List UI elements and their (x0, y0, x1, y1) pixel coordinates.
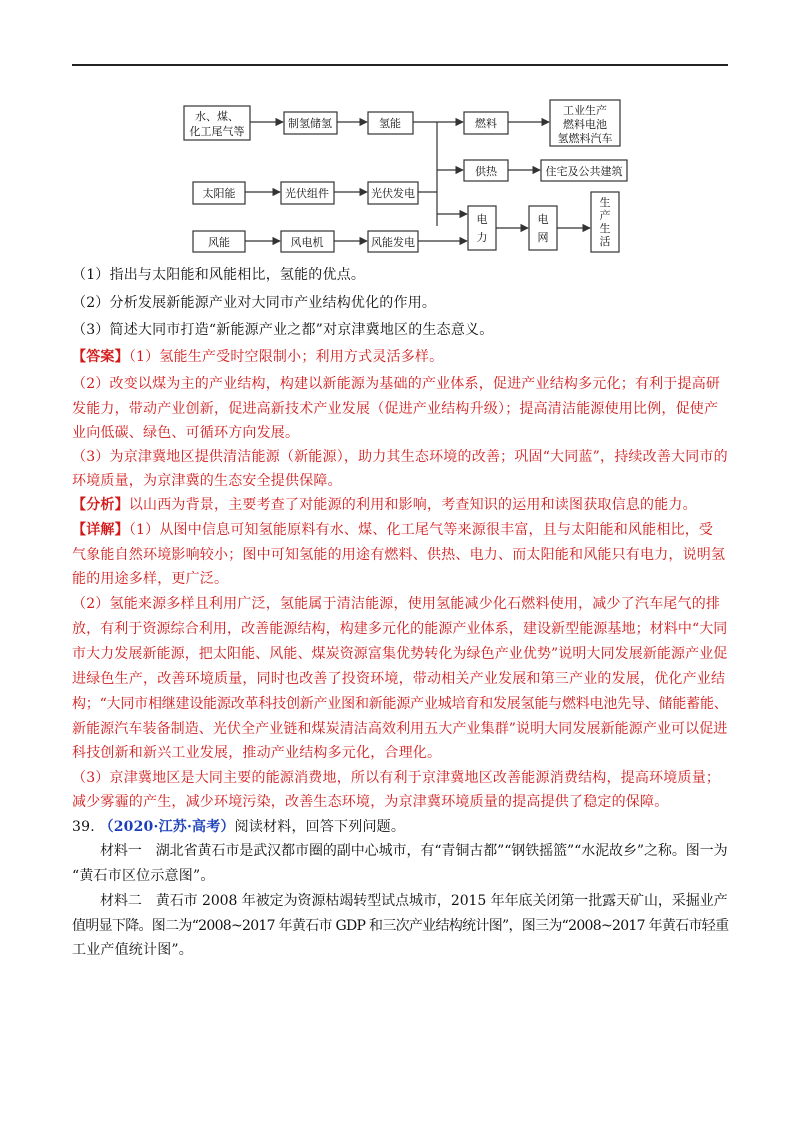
detail-line-5: 放，有利于资源综合利用，改善能源结构，构建多元化的能源产业体系，建设新型能源基地；材料中“大同 (72, 621, 728, 637)
answer-line-1: 【答案】（1）氢能生产受时空限制小；利用方式灵活多样。 (72, 349, 444, 365)
question-1: （1）指出与太阳能和风能相比，氢能的优点。 (72, 267, 366, 283)
material-2-line-3: 工业产值统计图”。 (72, 942, 193, 958)
material-1-line-2: “黄石市区位示意图”。 (72, 868, 215, 884)
svg-text:氢能: 氢能 (379, 117, 401, 130)
question-3: （3）简述大同市打造“新能源产业之都”对京津冀地区的生态意义。 (72, 322, 494, 338)
box-electricity (468, 206, 496, 250)
svg-text:风电机: 风电机 (290, 236, 324, 249)
detail-line-3: 能的用途多样，更广泛。 (72, 571, 229, 587)
material-2-line-2: 值明显下降。图二为“2008~2017 年黄石市 GDP 和三次产业结构统计图”，图三为“2008~2017 年黄石市轻重 (72, 918, 729, 934)
detail-line-10: 科技创新和新兴工业发展，推动产业结构多元化，合理化。 (72, 745, 442, 761)
svg-text:工业生产: 工业生产 (563, 104, 607, 117)
question-2: （2）分析发展新能源产业对大同市产业结构优化的作用。 (72, 295, 437, 311)
box-wind (193, 231, 245, 252)
box-pv-power (368, 182, 418, 204)
detail-line-11: （3）京津冀地区是大同主要的能源消费地，所以有利于京津冀地区改善能源消费结构，提高环境质量； (72, 770, 721, 786)
svg-text:产: 产 (599, 209, 611, 222)
box-housing (541, 160, 627, 181)
svg-text:水、煤、: 水、煤、 (195, 110, 239, 123)
detail-tag: 【详解】 (72, 522, 129, 538)
answer-line-5: （3）为京津冀地区提供清洁能源（新能源），助力其生态环境的改善；巩固“大同蓝”，持续改善大同市的 (72, 449, 728, 465)
svg-text:住宅及公共建筑: 住宅及公共建筑 (545, 165, 623, 178)
box-turbine (281, 231, 334, 252)
svg-text:制氢储氢: 制氢储氢 (288, 117, 332, 130)
box-wind-power (368, 231, 418, 252)
svg-text:风能: 风能 (208, 236, 230, 249)
box-solar (193, 182, 245, 204)
box-fuel (464, 112, 508, 134)
svg-text:供热: 供热 (475, 165, 497, 178)
svg-text:电: 电 (537, 213, 549, 226)
box-hydrogen-production (284, 112, 337, 134)
question-39-heading: 39. （2020·江苏·高考）阅读材料，回答下列问题。 (72, 819, 406, 835)
material-2-line-1: 材料二 黄石市 2008 年被定为资源枯竭转型试点城市，2015 年年底关闭第一批露天矿山，采掘业产 (100, 893, 728, 909)
svg-text:力: 力 (476, 231, 488, 244)
material-1-line-1: 材料一 湖北省黄石市是武汉都市圈的副中心城市，有“青铜古都”“钢铁摇篮”“水泥故乡”之称。图一为 (100, 843, 728, 859)
detail-line-9: 新能源汽车装备制造、光伏全产业链和煤炭清洁高效利用五大产业集群”说明大同发展新能源产业可以促进 (72, 721, 728, 737)
svg-text:风能发电: 风能发电 (371, 236, 415, 249)
box-hydrogen (368, 112, 413, 134)
box-grid (529, 206, 557, 250)
svg-text:燃料电池: 燃料电池 (563, 118, 607, 131)
detail-line-6: 市大力发展新能源，把太阳能、风能、煤炭资源富集优势转化为绿色产业优势”说明大同发展新能源产业促 (72, 646, 728, 662)
detail-line-12: 减少雾霾的产生，减少环境污染，改善生态环境，为京津冀环境质量的提高提供了稳定的保障。 (72, 794, 669, 810)
answer-line-6: 环境质量，为京津冀的生态安全提供保障。 (72, 473, 342, 489)
detail-line-4: （2）氢能来源多样且利用广泛，氢能属于清洁能源，使用氢能减少化石燃料使用，减少了汽车尾气的排 (72, 596, 721, 612)
question-number: 39. (72, 819, 95, 835)
detail-line-8: 构；“大同市相继建设能源改革科技创新产业图和新能源产业城培育和发展氢能与燃料电池先导、储能蓄能、 (72, 696, 728, 712)
box-production-life (591, 192, 619, 252)
svg-text:活: 活 (599, 235, 611, 248)
question-source: （2020·江苏·高考） (99, 819, 235, 835)
energy-flow-diagram (0, 0, 800, 280)
svg-text:氢燃料汽车: 氢燃料汽车 (557, 132, 613, 145)
svg-text:电: 电 (476, 213, 488, 226)
answer-line-2: （2）改变以煤为主的产业结构，构建以新能源为基础的产业体系，促进产业结构多元化；有利于提高研 (72, 376, 721, 392)
svg-text:生: 生 (599, 196, 611, 209)
box-industry-uses (550, 100, 620, 146)
svg-text:燃料: 燃料 (475, 117, 497, 130)
box-raw-sources (184, 106, 250, 140)
detail-line-1: 【详解】（1）从图中信息可知氢能原料有水、煤、化工尾气等来源很丰富，且与太阳能和风能相比，受 (72, 522, 714, 538)
svg-text:光伏组件: 光伏组件 (285, 187, 329, 200)
answer-line-3: 发能力，带动产业创新，促进高新技术产业发展（促进产业结构升级）；提高清洁能源使用比例，促使产 (72, 401, 719, 417)
analysis-line: 【分析】以山西为背景，主要考查了对能源的利用和影响，考查知识的运用和读图获取信息的能力。 (72, 497, 697, 513)
svg-text:光伏发电: 光伏发电 (371, 187, 415, 200)
svg-text:太阳能: 太阳能 (202, 187, 236, 200)
answer-tag: 【答案】 (72, 349, 129, 365)
box-heating (464, 160, 508, 181)
svg-text:网: 网 (537, 231, 549, 244)
analysis-tag: 【分析】 (72, 497, 129, 513)
detail-line-7: 进绿色生产，改善环境质量，同时也改善了投资环境，带动相关产业发展和第三产业的发展，优化产业结 (72, 671, 726, 687)
detail-line-2: 气象能自然环境影响较小；图中可知氢能的用途有燃料、供热、电力、而太阳能和风能只有电力，说明氢 (72, 547, 726, 563)
svg-text:生: 生 (599, 222, 611, 235)
svg-text:化工尾气等: 化工尾气等 (189, 125, 245, 138)
box-pv-module (281, 182, 334, 204)
answer-line-4: 业向低碳、绿色、可循环方向发展。 (72, 425, 300, 441)
